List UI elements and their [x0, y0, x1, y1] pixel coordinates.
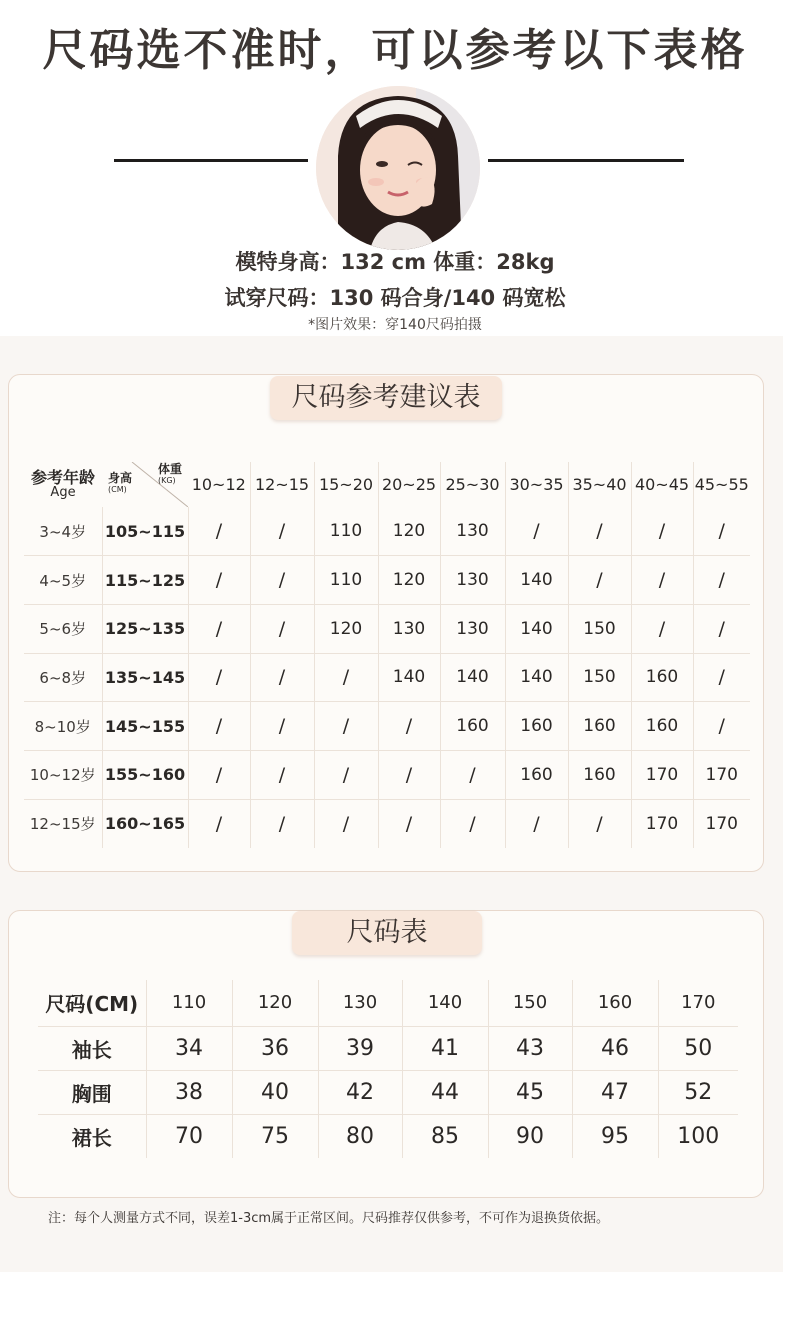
recommended-size-cell: / — [188, 653, 250, 702]
recommended-size-cell: / — [693, 702, 750, 751]
measurement-value: 75 — [232, 1114, 318, 1158]
age-header-label: 参考年龄 — [30, 467, 95, 487]
measurement-label: 袖长 — [38, 1026, 146, 1070]
age-cell: 12~15岁 — [24, 799, 102, 848]
age-cell: 4~5岁 — [24, 556, 102, 605]
weight-range-header: 15~20 — [314, 462, 378, 507]
age-cell: 8~10岁 — [24, 702, 102, 751]
recommended-size-cell: 170 — [705, 813, 738, 834]
weight-range-header: 10~12 — [188, 462, 250, 507]
weight-range-header: 12~15 — [250, 462, 314, 507]
weight-header — [158, 462, 182, 485]
recommended-size-cell: 130 — [440, 604, 505, 653]
age-header-en: Age — [50, 484, 76, 500]
recommended-size-cell: 170 — [693, 750, 750, 799]
recommended-size-cell: 110 — [314, 556, 378, 605]
recommended-size-cell: / — [631, 556, 693, 605]
size-row — [38, 1070, 738, 1114]
recommended-size-cell: 160 — [505, 750, 568, 799]
model-height-weight: 模特身高：132 cm 体重：28kg — [235, 250, 555, 274]
recommended-size-cell: 130 — [440, 556, 505, 605]
size-header-cell: 170 — [658, 980, 738, 1026]
recommended-size-cell: / — [314, 653, 378, 702]
photo-note: *图片效果：穿140尺码拍摄 — [308, 317, 482, 333]
recommended-size-cell: 160 — [440, 702, 505, 751]
recommended-size-cell: / — [250, 702, 314, 751]
age-cell: 5~6岁 — [24, 604, 102, 653]
measurement-value: 80 — [318, 1114, 402, 1158]
weight-header-unit: (KG) — [157, 476, 176, 485]
reference-row — [24, 750, 750, 799]
recommended-size-cell: / — [440, 799, 505, 848]
measurement-value: 50 — [658, 1026, 738, 1070]
measurement-value: 70 — [146, 1114, 232, 1158]
recommended-size-cell: 130 — [440, 507, 505, 556]
recommended-size-cell: / — [693, 604, 750, 653]
measurement-value: 43 — [488, 1026, 572, 1070]
divider-right — [488, 159, 684, 162]
recommended-size-cell: 170 — [631, 750, 693, 799]
size-row — [38, 1114, 738, 1158]
size-reference-title: 尺码参考建议表 — [270, 376, 502, 420]
measurement-value: 85 — [402, 1114, 488, 1158]
recommended-size-cell: / — [568, 799, 631, 848]
recommended-size-cell: / — [250, 799, 314, 848]
measurement-value: 34 — [146, 1026, 232, 1070]
age-header — [24, 462, 102, 507]
recommended-size-cell: / — [188, 750, 250, 799]
recommended-size-cell: 170 — [631, 799, 693, 848]
recommended-size-cell: 160 — [568, 750, 631, 799]
measurement-value: 52 — [658, 1070, 738, 1114]
divider-left — [114, 159, 308, 162]
size-header-cell: 150 — [488, 980, 572, 1026]
recommended-size-cell: / — [378, 799, 440, 848]
recommended-size-cell: / — [568, 507, 631, 556]
recommended-size-cell: 120 — [378, 556, 440, 605]
reference-table-body — [24, 507, 750, 848]
age-cell: 6~8岁 — [24, 653, 102, 702]
recommended-size-cell: 120 — [314, 604, 378, 653]
recommended-size-cell: / — [631, 507, 693, 556]
weight-header-label: 体重 — [157, 462, 182, 476]
recommended-size-cell: / — [250, 653, 314, 702]
height-cell: 135~145 — [102, 653, 188, 702]
recommended-size-cell: / — [314, 750, 378, 799]
size-header-cell: 110 — [146, 980, 232, 1026]
recommended-size-cell: / — [505, 507, 568, 556]
age-cell: 3~4岁 — [24, 507, 102, 556]
recommended-size-cell: / — [250, 556, 314, 605]
measurement-value: 46 — [572, 1026, 658, 1070]
measurement-label: 胸围 — [38, 1070, 146, 1114]
measurement-label: 裙长 — [38, 1114, 146, 1158]
measurement-value: 40 — [232, 1070, 318, 1114]
height-cell: 155~160 — [102, 750, 188, 799]
recommended-size-cell: / — [631, 604, 693, 653]
measurement-value: 44 — [402, 1070, 488, 1114]
model-avatar — [316, 86, 480, 250]
recommended-size-cell: / — [440, 750, 505, 799]
reference-header-row — [24, 462, 750, 507]
recommended-size-cell: / — [188, 702, 250, 751]
recommended-size-cell: / — [250, 507, 314, 556]
recommended-size-cell: 140 — [440, 653, 505, 702]
recommended-size-cell: 150 — [568, 653, 631, 702]
recommended-size-cell: / — [188, 604, 250, 653]
measurement-value: 36 — [232, 1026, 318, 1070]
size-header-label: 尺码(CM) — [38, 980, 146, 1026]
height-header-unit: (CM) — [108, 485, 127, 494]
height-cell: 125~135 — [102, 604, 188, 653]
reference-row — [24, 702, 750, 751]
size-header-cell: 140 — [402, 980, 488, 1026]
height-cell: 145~155 — [102, 702, 188, 751]
recommended-size-cell: 160 — [631, 653, 693, 702]
reference-row — [24, 604, 750, 653]
recommended-size-cell: / — [250, 604, 314, 653]
height-cell: 105~115 — [102, 507, 188, 556]
size-header-row — [38, 980, 738, 1026]
weight-range-header: 40~45 — [631, 462, 693, 507]
recommended-size-cell: 140 — [505, 556, 568, 605]
measurement-value: 95 — [572, 1114, 658, 1158]
weight-range-header: 25~30 — [440, 462, 505, 507]
size-chart-title: 尺码表 — [292, 911, 482, 955]
recommended-size-cell: / — [314, 702, 378, 751]
recommended-size-cell: / — [505, 799, 568, 848]
footnote: 注：每个人测量方式不同，误差1-3cm属于正常区间。尺码推荐仅供参考，不可作为退换货依据。 — [48, 1211, 610, 1226]
recommended-size-cell: / — [378, 750, 440, 799]
recommended-size-cell: 150 — [568, 604, 631, 653]
measurement-value: 45 — [488, 1070, 572, 1114]
measurement-value: 39 — [318, 1026, 402, 1070]
size-header-cell: 160 — [572, 980, 658, 1026]
size-chart-table — [38, 980, 738, 1158]
recommended-size-cell: / — [693, 507, 750, 556]
measurement-value: 47 — [572, 1070, 658, 1114]
height-cell: 115~125 — [102, 556, 188, 605]
reference-row — [24, 556, 750, 605]
size-reference-table — [24, 462, 750, 848]
size-row — [38, 1026, 738, 1070]
recommended-size-cell: / — [314, 799, 378, 848]
recommended-size-cell: 120 — [378, 507, 440, 556]
measurement-value: 38 — [146, 1070, 232, 1114]
height-header-label: 身高 — [108, 471, 133, 485]
size-header-cell: 120 — [232, 980, 318, 1026]
recommended-size-cell: 140 — [378, 653, 440, 702]
weight-range-header: 35~40 — [568, 462, 631, 507]
reference-row — [24, 507, 750, 556]
reference-row — [24, 799, 750, 848]
weight-range-header: 45~55 — [694, 475, 749, 494]
recommended-size-cell: / — [188, 799, 250, 848]
recommended-size-cell: / — [188, 507, 250, 556]
height-weight-header — [102, 462, 188, 507]
measurement-value: 42 — [318, 1070, 402, 1114]
measurement-value: 90 — [488, 1114, 572, 1158]
measurement-value: 41 — [402, 1026, 488, 1070]
weight-range-header: 20~25 — [378, 462, 440, 507]
size-header-cell: 130 — [318, 980, 402, 1026]
recommended-size-cell: / — [378, 702, 440, 751]
recommended-size-cell: 160 — [568, 702, 631, 751]
recommended-size-cell: / — [693, 653, 750, 702]
recommended-size-cell: 110 — [314, 507, 378, 556]
recommended-size-cell: / — [693, 556, 750, 605]
recommended-size-cell: / — [250, 750, 314, 799]
recommended-size-cell: / — [188, 556, 250, 605]
size-chart-body — [38, 980, 738, 1158]
weight-range-header: 30~35 — [505, 462, 568, 507]
model-fit-size: 试穿尺码：130 码合身/140 码宽松 — [224, 286, 566, 310]
recommended-size-cell: / — [568, 556, 631, 605]
page-title: 尺码选不准时，可以参考以下表格 — [42, 25, 748, 76]
measurement-value: 100 — [677, 1123, 720, 1149]
recommended-size-cell: 160 — [505, 702, 568, 751]
recommended-size-cell: 160 — [631, 702, 693, 751]
height-cell: 160~165 — [102, 799, 188, 848]
age-cell: 10~12岁 — [24, 750, 102, 799]
recommended-size-cell: 130 — [378, 604, 440, 653]
recommended-size-cell: 140 — [505, 653, 568, 702]
height-header — [108, 471, 132, 494]
reference-row — [24, 653, 750, 702]
recommended-size-cell: 140 — [505, 604, 568, 653]
